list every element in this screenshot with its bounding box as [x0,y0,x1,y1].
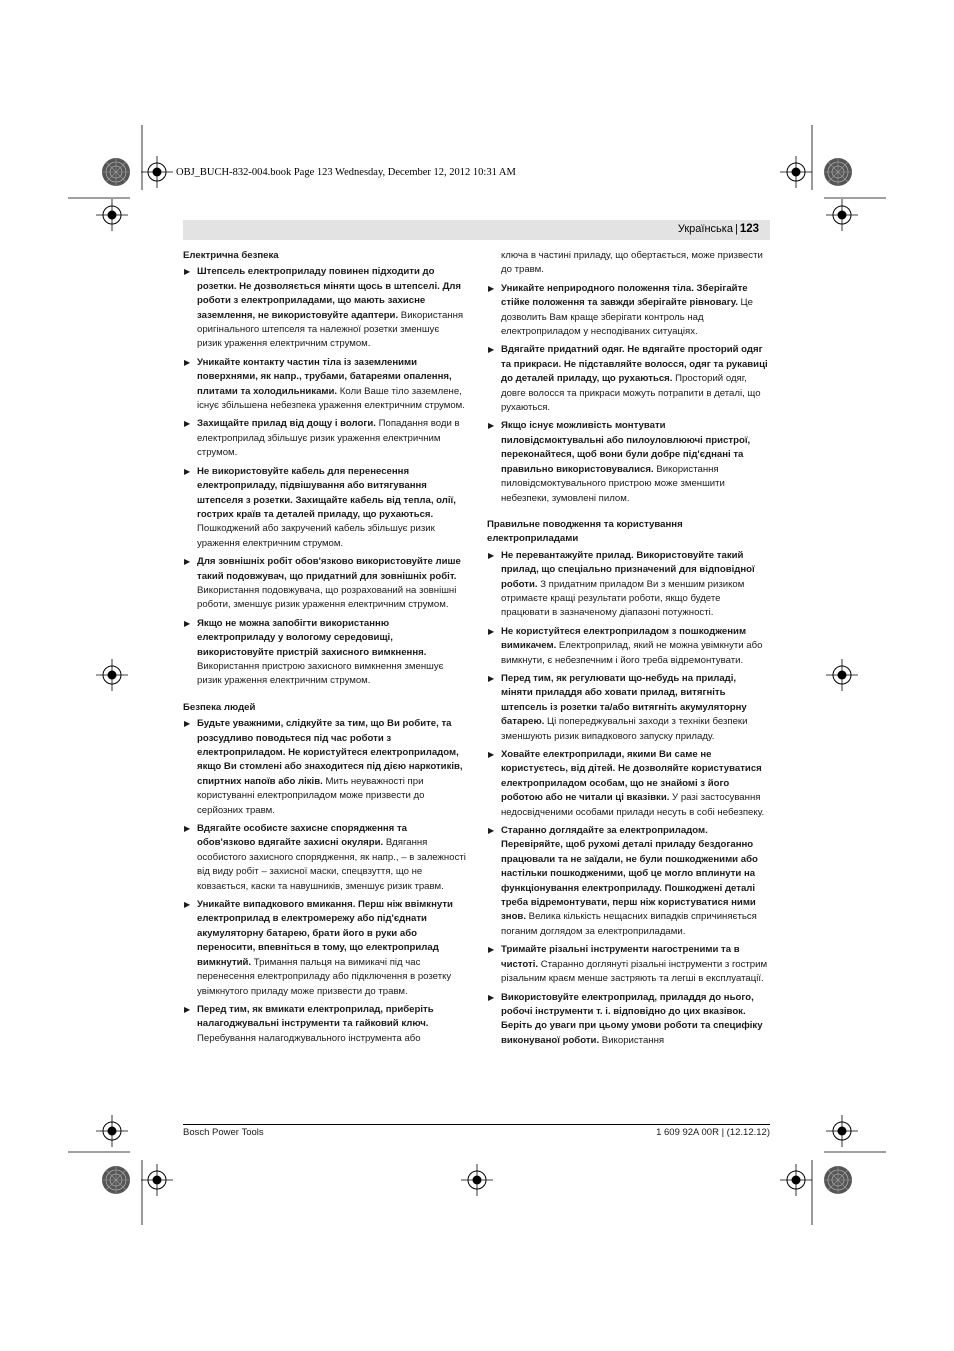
registration-mark [780,156,812,188]
header-separator: | [734,223,738,235]
item-bold-text: Ховайте електроприлади, якими Ви саме не користуєтесь, від дітей. Не дозволяйте користуватися електроприладом особам, що не знайомі з його роботою або не читали ці вказівки. [501,749,762,804]
bullet-arrow-icon: ▶ [184,419,191,429]
item-text: Використання оригінального штепселя та належної розетки зменшує ризик ураження електричним струмом. [197,309,464,350]
item-bold-text: Захищайте прилад від дощу і вологи. [197,418,376,430]
item-text: Ці попереджувальні заходи з техніки безпеки зменшують ризик випадкового запуску приладу. [501,716,748,742]
item-bold-text: Старанно доглядайте за електроприладом. Перевіряйте, щоб рухомі деталі приладу бездоганно працювали та не заїдали, не були пошкодженими або настільки пошкодженими, щоб це могло вплинути на функціонування електроприладу. Пошкоджені деталі треба відремонтувати, перш ніж користуватися ними знов. [501,825,758,923]
bullet-arrow-icon: ▶ [184,719,191,729]
item-bold-text: Уникайте неприродного положення тіла. Зберігайте стійке положення та завжди зберігайте рівновагу. [501,282,748,309]
bullet-arrow-icon: ▶ [488,283,495,293]
registration-mark [780,1164,812,1196]
section-heading-electrical: Електрична безпека [183,250,279,261]
item-text: Перебування налагоджувального інструмента або [197,1032,421,1044]
item-text: Попадання води в електроприлад збільшує ризик ураження електричним струмом. [197,418,460,459]
item-bold-text: Якщо існує можливість монтувати пиловідсмоктувальні або пилоуловлюючі пристрої, переконайтеся, щоб вони були добре під'єднані та правильно використовувалися. [501,420,751,475]
item-bold-text: Для зовнішніх робіт обов'язково використовуйте лише такий подовжувач, що придатний для зовнішніх робіт. [197,556,461,582]
registration-mark [826,199,858,231]
bullet-arrow-icon: ▶ [184,557,191,567]
item-bold-text: Вдягайте особисте захисне спорядження та обов'язково вдягайте захисні окуляри. [197,823,407,849]
color-star-mark [824,1166,852,1194]
item-text: Вдягання особистого захисного спорядження, як напр., – в залежності від виду робіт – захисної маски, спецвзуття, що не ковзається, каски та навушників, зменшує ризик травм. [197,837,466,892]
item-text: Мить неуважності при користуванні електроприладом може призвести до серйозних травм. [197,775,425,816]
item-bold-text: Перед тим, як регулювати що-небудь на приладі, міняти приладдя або ховати прилад, витягніть штепсель із розетки та/або витягніть акумуляторну батарею. [501,672,747,728]
footer-doc-code: 1 609 92A 00R | (12.12.12) [656,1127,770,1138]
bullet-arrow-icon: ▶ [488,992,495,1002]
item-text: Використання пиловідсмоктувального пристрою може зменшити небезпеки, зумовлені пилом. [501,463,725,504]
bullet-arrow-icon: ▶ [488,826,495,836]
color-star-mark [102,1166,130,1194]
item-bold-text: Не використовуйте кабель для перенесення електроприладу, підвішування або витягування штепселя з розетки. Захищайте кабель від тепла, олії, гострих країв та деталей приладу, що рухаються. [197,465,456,520]
bullet-arrow-icon: ▶ [184,357,191,367]
registration-mark [141,156,173,188]
item-bold-text: Не користуйтеся електроприладом з пошкодженим вимикачем. [501,625,747,652]
item-bold-text: Не перевантажуйте прилад. Використовуйте такий прилад, що спеціально призначений для відповідної роботи. [501,549,755,590]
bullet-arrow-icon: ▶ [184,618,191,628]
item-text: Велика кількість нещасних випадків спричиняється поганим доглядом за електроприладами. [501,911,757,937]
item-bold-text: Уникайте контакту частин тіла із заземленими поверхнями, як напр., трубами, батареями опалення, плитами та холодильниками. [197,356,452,397]
bullet-arrow-icon: ▶ [488,945,495,955]
item-text: Це дозволить Вам краще зберігати контроль над електроприладом у несподіваних ситуаціях. [501,297,753,338]
bullet-arrow-icon: ▶ [488,626,495,636]
registration-mark [141,1164,173,1196]
item-bold-text: Вдягайте придатний одяг. Не вдягайте просторий одяг та прикраси. Не підставляйте волосся, одяг та рукавиці до деталей приладу, що рухаються. [501,344,768,385]
bullet-arrow-icon: ▶ [184,824,191,834]
item-bold-text: Штепсель електроприладу повинен підходити до розетки. Не дозволяється міняти щось в штепселі. Для роботи з електроприладами, що мають захисне заземлення, не використовуйте адаптери. [197,266,461,321]
print-info-line: OBJ_BUCH-832-004.book Page 123 Wednesday, December 12, 2012 10:31 AM [176,167,516,178]
bullet-arrow-icon: ▶ [488,421,495,431]
header-language: Українська [677,223,733,235]
item-bold-text: Якщо не можна запобігти використанню електроприладу у вологому середовищі, використовуйте пристрій захисного вимкнення. [197,617,427,658]
item-text: Коли Ваше тіло заземлене, існує збільшена небезпека ураження електричним струмом. [197,385,465,412]
item-text: З придатним приладом Ви з меншим ризиком отримаєте кращі результати роботи, якщо будете працювати в зазначеному діапазоні потужності. [501,578,745,619]
bullet-arrow-icon: ▶ [488,673,495,683]
item-text: Старанно доглянуті різальні інструменти з гострим різальним краєм менше застряють та легші в експлуатації. [501,958,768,985]
item-text: У разі застосування недосвідченими особами прилади несуть в собі небезпеку. [501,792,765,818]
item-text: Використання подовжувача, що розрахований на зовнішні роботи, зменшує ризик ураження електричним струмом. [197,584,457,611]
bullet-arrow-icon: ▶ [184,900,191,910]
registration-mark [96,199,128,231]
color-star-mark [824,158,852,186]
item-text: Просторий одяг, довге волосся та прикраси можуть потрапити в деталі, що рухаються. [501,373,761,414]
item-bold-text: Використовуйте електроприлад, приладдя до нього, робочі інструменти т. і. відповідно до цих вказівок. Беріть до уваги при цьому умови роботи та специфіку виконуваної роботи. [501,991,763,1046]
bullet-arrow-icon: ▶ [184,466,191,476]
section-heading-handling: Правильне поводження та користування електроприладами [487,518,683,545]
bullet-arrow-icon: ▶ [488,750,495,759]
footer-brand: Bosch Power Tools [183,1127,264,1138]
bullet-arrow-icon: ▶ [184,1004,191,1014]
item-text: ключа в частині приладу, що обертається, може призвести до травм. [501,250,763,276]
bullet-arrow-icon: ▶ [488,550,495,560]
bullet-arrow-icon: ▶ [184,267,191,277]
registration-mark [461,1164,493,1196]
registration-mark [826,1115,858,1147]
section-heading-people: Безпека людей [183,701,256,713]
registration-mark [96,1115,128,1147]
item-bold-text: Тримайте різальні інструменти нагостреними та в чистоті. [501,944,740,970]
item-text: Пошкоджений або закручений кабель збільшує ризик ураження електричним струмом. [197,523,435,549]
item-text: Використання пристрою захисного вимкнення зменшує ризик ураження електричним струмом. [197,660,444,687]
item-text: Тримання пальця на вимикачі під час перенесення електроприладу або підключення в розетку увімкнутого приладу може призвести до травм. [197,956,452,997]
item-text: Використання [599,1034,665,1046]
bullet-arrow-icon: ▶ [488,345,495,355]
item-bold-text: Уникайте випадкового вмикання. Перш ніж ввімкнути електроприлад в електромережу або під'єднати акумуляторну батарею, брати його в руки або переносити, впевніться в тому, що електроприлад вимкнутий. [197,899,453,968]
page-number: 123 [739,223,759,235]
registration-mark [826,659,858,691]
item-text: Електроприлад, який не можна увімкнути або вимкнути, є небезпечним і його треба відремонтувати. [501,640,763,666]
item-bold-text: Перед тим, як вмикати електроприлад, приберіть налагоджувальні інструменти та гайковий ключ. [197,1003,434,1030]
color-star-mark [102,158,130,186]
registration-mark [96,659,128,691]
item-bold-text: Будьте уважними, слідкуйте за тим, що Ви робите, та розсудливо поводьтеся під час роботи з електроприладом. Не користуйтеся електроприладом, якщо Ви стомлені або знаходитеся під дією наркотиків, спиртних напоїв або ліків. [197,718,463,787]
